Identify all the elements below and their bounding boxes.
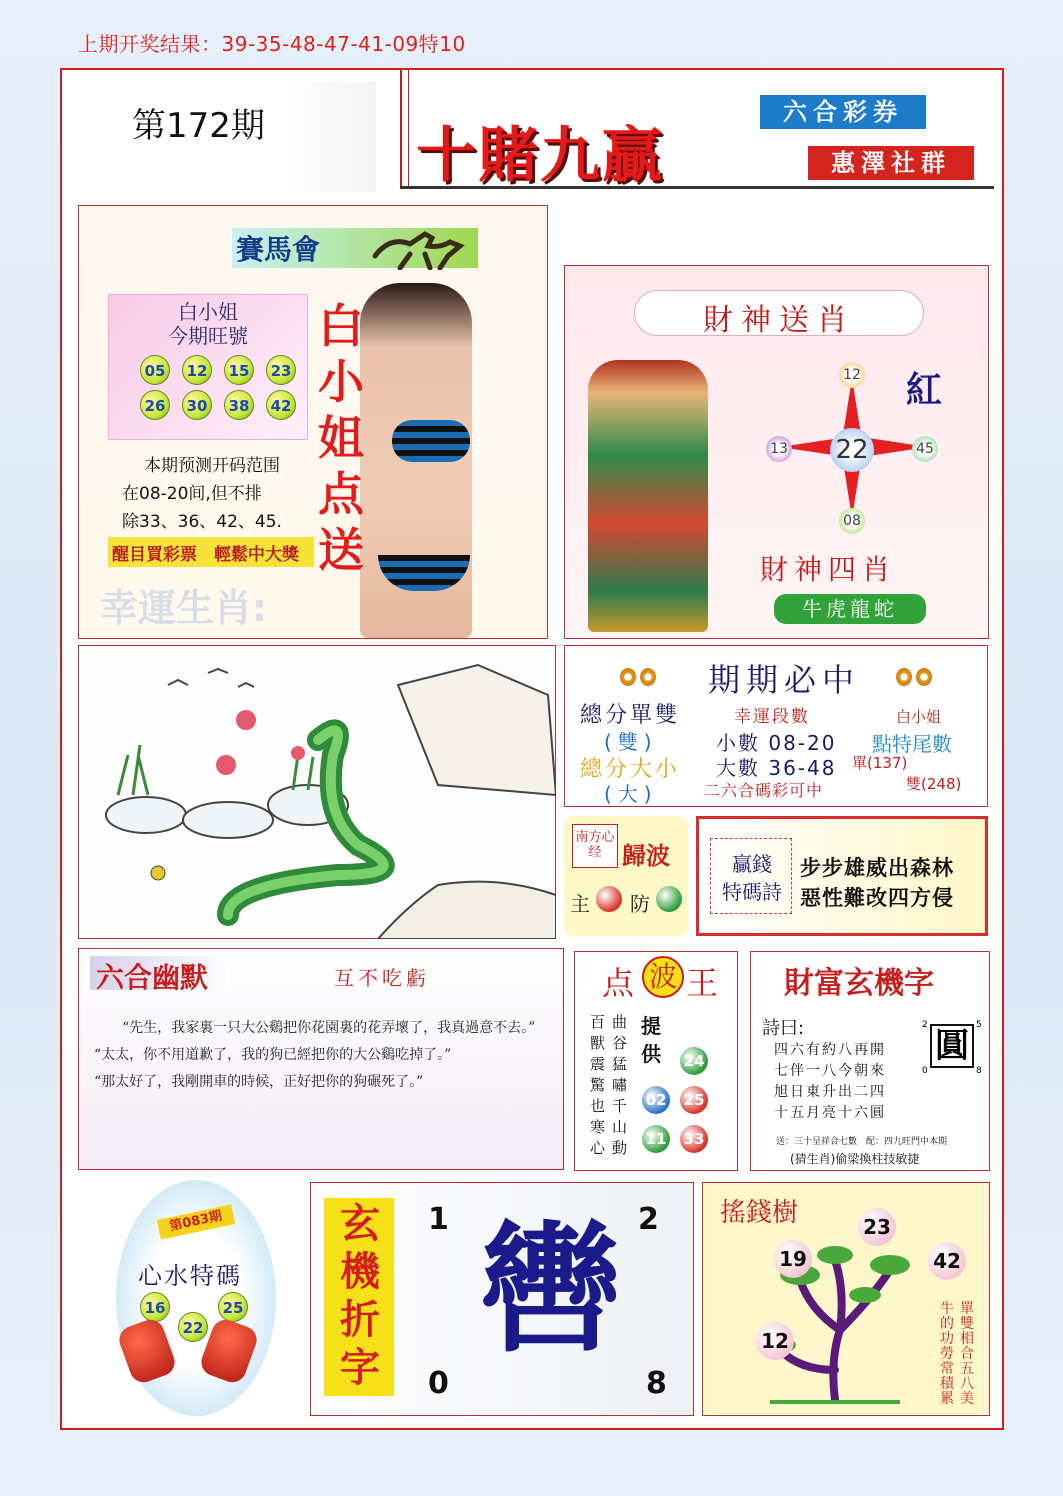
red-ball: 25 bbox=[680, 1086, 708, 1114]
compass-right: 45 bbox=[912, 436, 938, 462]
humor-title: 六合幽默 bbox=[96, 961, 209, 994]
compass-top: 12 bbox=[839, 362, 865, 388]
lucky-number: 12 bbox=[182, 355, 212, 385]
tree-number-left: 19 bbox=[774, 1240, 812, 1278]
miss-bai: 白小姐 bbox=[896, 708, 942, 726]
wave-king-a: 点 bbox=[602, 964, 635, 1002]
header-divider bbox=[400, 70, 402, 188]
lucky-number: 05 bbox=[140, 355, 170, 385]
corner-num: 8 bbox=[976, 1066, 982, 1076]
corner-num: 0 bbox=[922, 1066, 928, 1076]
coin-icon bbox=[916, 668, 932, 686]
lucky-number: 30 bbox=[182, 390, 212, 420]
south-box: 南方心经 bbox=[572, 824, 618, 868]
lucky-number: 38 bbox=[224, 390, 254, 420]
wave-king-c: 王 bbox=[686, 964, 719, 1002]
lucky-number: 23 bbox=[266, 355, 296, 385]
wealth-god-figure bbox=[588, 360, 708, 632]
tag-lottery: 六合彩券 bbox=[760, 95, 926, 129]
compass-bottom: 08 bbox=[839, 508, 865, 534]
red-ball-icon bbox=[596, 886, 622, 912]
prediction-text: 本期预测开码范围 在08-20间,但不排 除33、36、42、45. bbox=[122, 456, 282, 532]
even-tail: 雙(248) bbox=[906, 775, 962, 793]
corner-num: 2 bbox=[922, 1020, 928, 1030]
gui-bo: 歸波 bbox=[622, 842, 670, 870]
total-odd-even-value: (雙) bbox=[604, 730, 658, 754]
main-label: 主 bbox=[570, 892, 590, 916]
four-zodiac-title: 財神四肖 bbox=[760, 553, 897, 586]
small-range: 小數 08-20 bbox=[716, 731, 837, 755]
egg-number: 16 bbox=[140, 1292, 170, 1322]
coin-icon bbox=[620, 668, 636, 686]
must-hit-title: 期期必中 bbox=[708, 661, 861, 699]
header-divider-thin bbox=[408, 70, 409, 188]
egg-number: 22 bbox=[178, 1312, 208, 1342]
round-char: 圓 bbox=[930, 1024, 974, 1068]
total-odd-even: 總分單雙 bbox=[580, 703, 681, 728]
money-tree-title: 搖錢樹 bbox=[720, 1198, 799, 1228]
wave-poem-col-2: 曲谷猛嘯千山動 bbox=[612, 1013, 628, 1157]
logo-title: 十賭九贏 bbox=[416, 121, 664, 191]
horse-icon bbox=[370, 226, 470, 270]
fortune-note-2: (猜生肖)偷梁換柱技敏捷 bbox=[790, 1152, 920, 1166]
humor-body: “先生，我家裏一只大公鷄把你花園裏的花弄壞了，我真過意不去。” “太太，你不用道歉了，我的狗已經把你的大公鷄吃掉了。” “那太好了，我剛開車的時候，正好把你的狗碾死了。” bbox=[94, 1020, 536, 1090]
corner-num: 5 bbox=[976, 1020, 982, 1030]
race-banner-title: 賽馬會 bbox=[236, 233, 321, 266]
vertical-title: 白 小 姐 点 送 bbox=[318, 299, 364, 577]
model-top bbox=[392, 420, 470, 462]
corner-number: 8 bbox=[646, 1366, 667, 1401]
tag-community: 惠澤社群 bbox=[808, 146, 974, 180]
total-big-small-value: (大) bbox=[604, 782, 658, 806]
egg-number: 25 bbox=[218, 1292, 248, 1322]
tree-side-2: 牛的功勞常積累 bbox=[940, 1301, 954, 1407]
lucky-number: 26 bbox=[140, 390, 170, 420]
poem-label: 贏錢 特碼詩 bbox=[722, 852, 782, 904]
egg-title: 心水特碼 bbox=[138, 1262, 242, 1290]
slogan-text: 醒目買彩票 輕鬆中大獎 bbox=[112, 545, 299, 565]
lucky-range-label: 幸運段數 bbox=[734, 707, 810, 727]
fortune-note: 送：三十呈祥合七數 配：四九旺門中本期 bbox=[776, 1137, 948, 1147]
green-ball: 24 bbox=[680, 1047, 708, 1075]
snake-illustration bbox=[78, 645, 556, 939]
issue-number: 第172期 bbox=[132, 106, 265, 146]
tree-number-right: 42 bbox=[928, 1242, 966, 1280]
faded-zodiac-label: 幸運生肖: bbox=[100, 586, 268, 630]
provide-label: 提供 bbox=[641, 1014, 661, 1066]
total-big-small: 總分大小 bbox=[580, 757, 681, 782]
blue-ball: 02 bbox=[642, 1086, 670, 1114]
wave-king-b: 波 bbox=[642, 956, 684, 998]
fortune-word-title: 財富玄機字 bbox=[784, 966, 934, 1001]
red-ball: 33 bbox=[680, 1125, 708, 1153]
tree-side-1: 單雙相合五八美 bbox=[960, 1301, 974, 1407]
corner-number: 2 bbox=[638, 1202, 659, 1237]
coin-icon bbox=[896, 668, 912, 686]
tree-number-bottom: 12 bbox=[756, 1322, 794, 1360]
tree-illustration bbox=[740, 1220, 930, 1410]
four-zodiac-list: 牛虎龍蛇 bbox=[774, 594, 926, 624]
compass-left: 13 bbox=[766, 436, 792, 462]
lucky-card-title: 白小姐 今期旺號 bbox=[168, 300, 248, 348]
big-range: 大數 36-48 bbox=[716, 756, 837, 780]
mystery-char: 轡 bbox=[479, 1208, 620, 1372]
lucky-number: 15 bbox=[224, 355, 254, 385]
split-char-label: 玄 機 折 字 bbox=[340, 1200, 380, 1391]
green-ball-icon bbox=[656, 886, 682, 912]
poem-says: 詩曰: bbox=[762, 1018, 805, 1039]
egg-issue-tag: 第083期 bbox=[157, 1204, 235, 1239]
wave-poem-col-1: 百獸震驚也寒心 bbox=[590, 1013, 606, 1157]
coin-icon bbox=[640, 668, 656, 686]
tail-number-label: 點特尾數 bbox=[872, 732, 952, 756]
lucky-number: 42 bbox=[266, 390, 296, 420]
odd-tail: 單(137) bbox=[852, 754, 908, 772]
guard-label: 防 bbox=[630, 892, 650, 916]
tree-number-top: 23 bbox=[858, 1208, 896, 1246]
fortune-poem: 四六有約八再開 七伴一八今朝來 旭日東升出二四 十五月亮十六圓 bbox=[774, 1042, 886, 1121]
corner-number: 0 bbox=[428, 1366, 449, 1401]
can-hit-note: 二六合碼彩可中 bbox=[704, 781, 824, 800]
poem-lines: 步步雄威出森林 惡性難改四方侵 bbox=[800, 856, 954, 910]
green-ball: 11 bbox=[642, 1125, 670, 1153]
last-result: 上期开奖结果：39-35-48-47-41-09特10 bbox=[78, 32, 466, 56]
wealth-god-title: 財神送肖 bbox=[703, 303, 855, 338]
humor-subtitle: 互不吃虧 bbox=[334, 966, 430, 990]
corner-number: 1 bbox=[428, 1202, 449, 1237]
color-word: 紅 bbox=[906, 369, 943, 411]
compass-center: 22 bbox=[830, 428, 874, 472]
